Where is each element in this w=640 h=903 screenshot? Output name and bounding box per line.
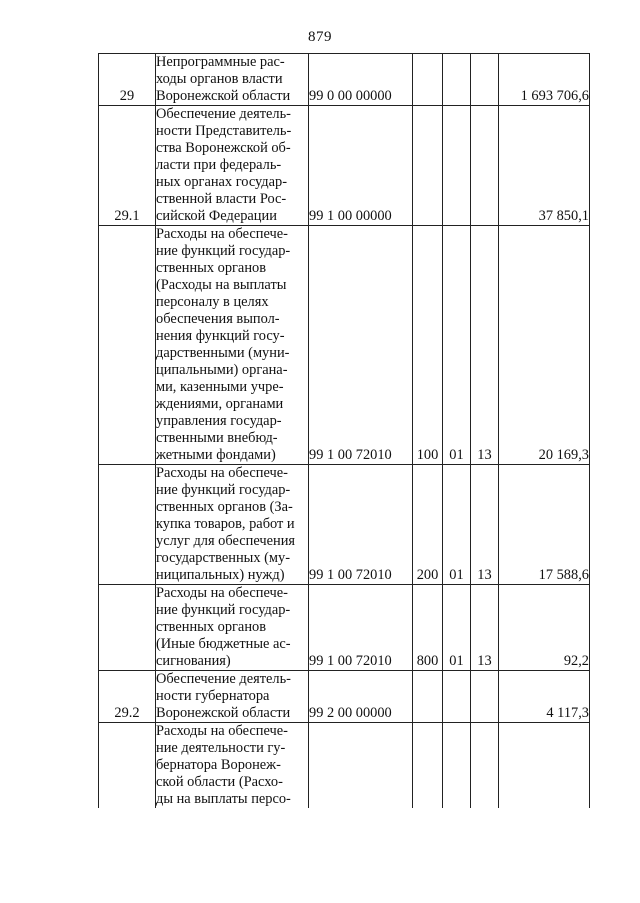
- row-pr-cell: [471, 54, 499, 106]
- row-code-cell: 99 1 00 00000: [309, 106, 413, 226]
- row-name-line: Воронежской области: [156, 705, 291, 721]
- row-name-line: ственной власти Рос-: [156, 191, 287, 207]
- budget-table: [98, 53, 590, 808]
- row-name-line: Расходы на обеспече-: [156, 723, 288, 739]
- row-name-cell: [156, 54, 309, 106]
- row-sum-cell: [499, 723, 590, 809]
- row-vr-cell: 200: [413, 465, 443, 585]
- row-name-line: Расходы на обеспече-: [156, 226, 288, 242]
- row-pr-cell: 13: [471, 465, 499, 585]
- row-code-cell: 99 1 00 72010: [309, 585, 413, 671]
- row-name-cell: [156, 226, 309, 465]
- row-number-cell: 29: [99, 54, 156, 106]
- row-name-line: купка товаров, работ и: [156, 516, 295, 532]
- row-sum-cell: 92,2: [499, 585, 590, 671]
- table-row: [99, 585, 590, 671]
- row-name-line: ственных органов (За-: [156, 499, 293, 515]
- row-code-cell: 99 1 00 72010: [309, 226, 413, 465]
- row-name-line: Обеспечение деятель-: [156, 106, 291, 122]
- row-name-line: ждениями, органами: [156, 396, 284, 412]
- row-name-line: бернатора Воронеж-: [156, 757, 281, 773]
- row-name-line: сийской Федерации: [156, 208, 277, 224]
- table-row: [99, 106, 590, 226]
- row-pr-cell: [471, 671, 499, 723]
- row-code-cell: 99 2 00 00000: [309, 671, 413, 723]
- row-vr-cell: [413, 671, 443, 723]
- row-vr-cell: 800: [413, 585, 443, 671]
- row-pr-cell: 13: [471, 226, 499, 465]
- row-name-line: ние функций государ-: [156, 482, 291, 498]
- row-sum-cell: 4 117,3: [499, 671, 590, 723]
- row-name-line: ской области (Расхо-: [156, 774, 283, 790]
- page-number: 879: [308, 29, 332, 45]
- row-rz-cell: [443, 671, 471, 723]
- row-name-line: ственных органов: [156, 260, 267, 276]
- row-name-line: обеспечения выпол-: [156, 311, 280, 327]
- row-rz-cell: [443, 106, 471, 226]
- table-row: [99, 723, 590, 809]
- row-vr-cell: [413, 54, 443, 106]
- row-name-line: ственными внебюд-: [156, 430, 278, 446]
- row-vr-cell: [413, 723, 443, 809]
- row-sum-cell: 37 850,1: [499, 106, 590, 226]
- row-name-line: персоналу в целях: [156, 294, 269, 310]
- row-name-line: Непрограммные рас-: [156, 54, 285, 70]
- row-name-line: Расходы на обеспече-: [156, 465, 288, 481]
- row-name-line: ниципальных) нужд): [156, 567, 285, 583]
- row-rz-cell: 01: [443, 465, 471, 585]
- table-row: [99, 54, 590, 106]
- row-vr-cell: 100: [413, 226, 443, 465]
- row-code-cell: 99 0 00 00000: [309, 54, 413, 106]
- row-number-cell: [99, 723, 156, 809]
- row-name-line: сигнования): [156, 653, 231, 669]
- row-name-line: ципальными) органа-: [156, 362, 288, 378]
- row-number-cell: 29.2: [99, 671, 156, 723]
- row-sum-cell: 17 588,6: [499, 465, 590, 585]
- row-number-cell: [99, 585, 156, 671]
- row-sum-cell: 1 693 706,6: [499, 54, 590, 106]
- row-code-cell: 99 1 00 72010: [309, 465, 413, 585]
- row-name-line: ности Представитель-: [156, 123, 292, 139]
- row-name-line: Обеспечение деятель-: [156, 671, 291, 687]
- row-rz-cell: [443, 723, 471, 809]
- row-name-line: жетными фондами): [156, 447, 276, 463]
- row-pr-cell: [471, 106, 499, 226]
- row-name-line: ства Воронежской об-: [156, 140, 291, 156]
- row-rz-cell: 01: [443, 226, 471, 465]
- row-name-line: дарственными (муни-: [156, 345, 290, 361]
- row-name-cell: [156, 585, 309, 671]
- row-name-line: ние функций государ-: [156, 602, 291, 618]
- row-name-line: управления государ-: [156, 413, 282, 429]
- row-name-line: ходы органов власти: [156, 71, 283, 87]
- row-name-cell: [156, 465, 309, 585]
- row-name-cell: [156, 671, 309, 723]
- row-name-line: ности губернатора: [156, 688, 270, 704]
- row-vr-cell: [413, 106, 443, 226]
- row-name-line: ми, казенными учре-: [156, 379, 284, 395]
- row-name-line: ласти при федераль-: [156, 157, 282, 173]
- row-name-line: ние функций государ-: [156, 243, 291, 259]
- row-pr-cell: 13: [471, 585, 499, 671]
- row-name-line: Расходы на обеспече-: [156, 585, 288, 601]
- row-name-line: услуг для обеспечения: [156, 533, 296, 549]
- budget-table-body: [99, 54, 590, 809]
- row-name-line: (Расходы на выплаты: [156, 277, 287, 293]
- row-name-line: нения функций госу-: [156, 328, 285, 344]
- row-name-line: ды на выплаты персо-: [156, 791, 291, 807]
- table-row: [99, 671, 590, 723]
- row-pr-cell: [471, 723, 499, 809]
- table-row: [99, 226, 590, 465]
- row-rz-cell: [443, 54, 471, 106]
- row-rz-cell: 01: [443, 585, 471, 671]
- row-sum-cell: 20 169,3: [499, 226, 590, 465]
- row-name-line: государственных (му-: [156, 550, 291, 566]
- row-name-cell: [156, 723, 309, 809]
- row-name-line: ние деятельности гу-: [156, 740, 286, 756]
- row-name-line: ных органах государ-: [156, 174, 288, 190]
- row-name-cell: [156, 106, 309, 226]
- row-name-line: ственных органов: [156, 619, 267, 635]
- table-row: [99, 465, 590, 585]
- row-name-line: (Иные бюджетные ас-: [156, 636, 291, 652]
- row-name-line: Воронежской области: [156, 88, 291, 104]
- row-code-cell: [309, 723, 413, 809]
- row-number-cell: [99, 465, 156, 585]
- row-number-cell: 29.1: [99, 106, 156, 226]
- row-number-cell: [99, 226, 156, 465]
